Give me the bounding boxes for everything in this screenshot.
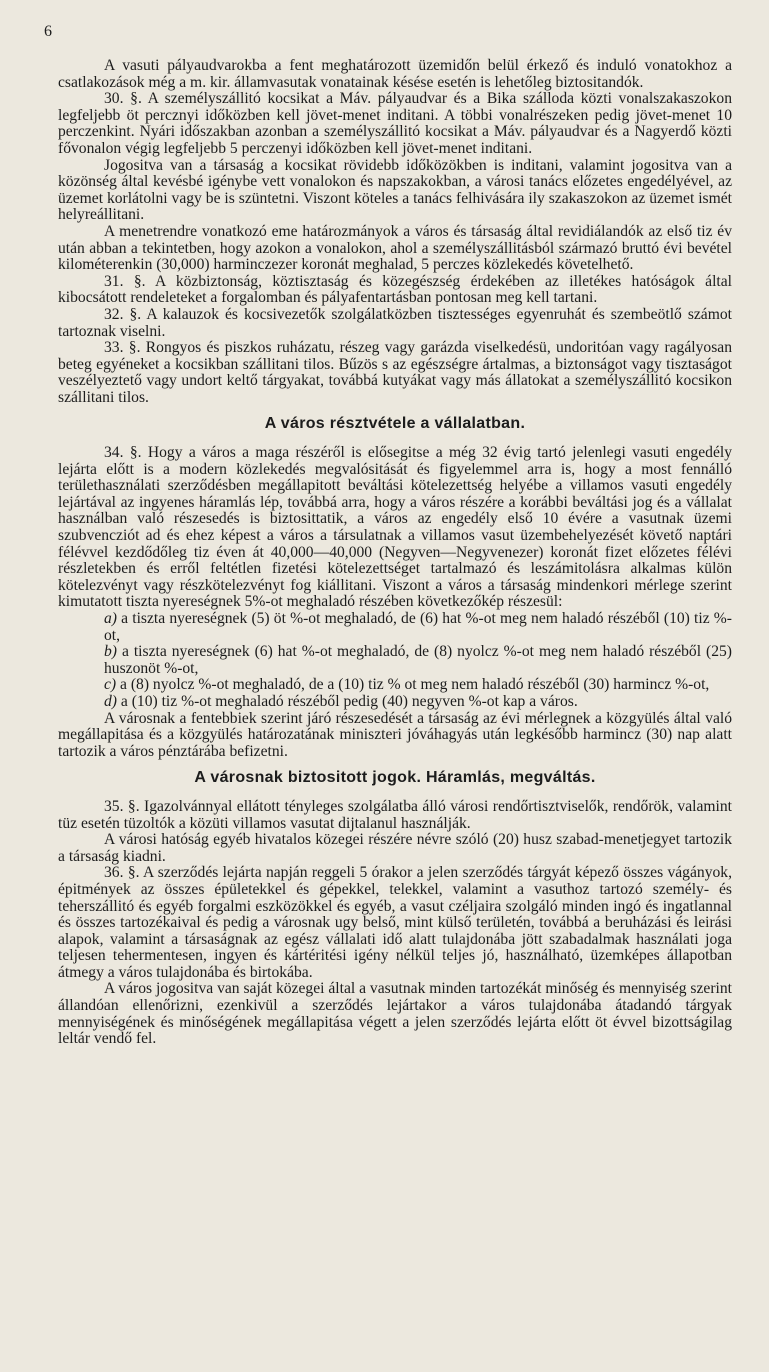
share-item-text: a (10) tiz %-ot meghaladó részéből pedig (40) negyven %-ot kap a város. <box>120 692 578 710</box>
share-item-letter: d) <box>104 692 117 710</box>
share-item <box>58 611 732 644</box>
share-item-text: a (8) nyolcz %-ot meghaladó, de a (10) tiz % ot meg nem haladó részéből (30) harmincz %-ot, <box>120 676 710 694</box>
paragraph-section-36: 36. §. A szerződés lejárta napján reggeli 5 órakor a jelen szerződés tárgyát képező összes vágányok, épitmények az összes épületekkel és gépekkel, telekkel, valamint a vasuthoz tartozó személy- és teherszállitó és egyéb forgalmi eszközökkel és egyéb, a vasut czéljaira szolgáló minden ingó és ingatlannal és összes tartozékaival és pedig a városnak ugy belső, mint külső területén, továbbá a beruházási és leirási alapok, valamint a társaságnak az egész vállalati idő alatt tulajdonába jött szabadalmak használati joga teljesen tehermentesen, ingyen és kártéritési igény nélkül teljes jó, használható, üzemképes állapotban átmegy a város tulajdonába és birtokába. <box>58 864 732 981</box>
paragraph: A városi hatóság egyéb hivatalos közegei részére névre szóló (20) husz szabad-menetjegyet tartozik a társaság kiadni. <box>58 831 732 865</box>
page-number: 6 <box>44 23 52 40</box>
share-item <box>58 644 732 677</box>
paragraph: A menetrendre vonatkozó eme határozmányok a város és társaság által revidiálandók az első tiz év után abban a tekintetben, hogy azokon a vonalokon, ahol a személyszállitásból származó bruttó évi bevétel kilométerenkin (30,000) harminczezer koronát meghalad, 5 perczes közlekedés követelhető. <box>58 222 732 274</box>
paragraph-section-35: 35. §. Igazolvánnyal ellátott tényleges szolgálatba álló városi rendőrtisztviselők, rendőrök, valamint tüz esetén tüzoltók a közüti villamos vasutat dijtalanul használják. <box>58 797 732 832</box>
share-item-letter: c) <box>104 676 117 694</box>
share-item-text: a tiszta nyereségnek (6) hat %-ot meghaladó, de (8) nyolcz %-ot meg nem haladó részéből (25) huszonöt %-ot, <box>104 643 732 677</box>
share-item-text: a tiszta nyereségnek (5) öt %-ot meghaladó, de (6) hat %-ot meg nem haladó részéből (10) tiz %-ot, <box>104 610 732 644</box>
document-body <box>58 58 732 1048</box>
share-item-letter: a) <box>104 610 117 627</box>
paragraph-section-32: 32. §. A kalauzok és kocsivezetők szolgálatközben tisztességes egyenruhát és szembeötlő számot tartoznak viselni. <box>58 305 732 340</box>
paragraph-section-31: 31. §. A közbiztonság, köztisztaság és közegészség érdekében az illetékes hatóságok által kibocsátott rendeleteket a forgalomban és pályafentartásban pontosan meg kell tartani. <box>58 272 732 307</box>
section-heading-city-rights: A városnak biztositott jogok. Háramlás, megváltás. <box>194 769 596 787</box>
paragraph: A vasuti pályaudvarokba a fent meghatározott üzemidőn belül érkező és induló vonatokhoz a csatlakozások még a m. kir. államvasutak vonatainak késése esetén is lehetőleg biztositandók. <box>58 57 732 91</box>
paragraph: A város jogositva van saját közegei által a vasutnak minden tartozékát minőség és mennyiség szerint állandóan ellenőrizni, ezenkivül a szerződés lejártakor a város tulajdonába átadandó tárgyak mennyiségének és minőségének megállapitása végett a jelen szerződés lejárta előtt öt évvel bizottságilag leltár vendő fel. <box>58 980 732 1048</box>
share-item-letter: b) <box>104 643 117 661</box>
paragraph-section-34: 34. §. Hogy a város a maga részéről is elősegitse a még 32 évig tartó jelenlegi vasuti engedély lejárta előtt is a modern közlekedés megvalósitását és figyelemmel arra is, hogy a most fennálló területhasználati szerződésben megállapitott beváltási kötelezettség helyébe a villamos vasuti engedély lejártával az ingyenes háramlás lép, továbbá arra, hogy a város részére a korábbi beváltási jog és a vállalat használban való részesedés is biztosittatik, a város az engedély első 10 évére a vasutnak üzemi szubvencziót ad és ehez képest a város a társulatnak a villamos vasut üzembehelyezését követő naptári félévvel kezdődőleg tiz éven át 40,000—40,000 (Negyven—Negyvenezer) koronát fizet előzetes félévi részletekben és erről feltétlen fizetési kötelezettséget tartalmazó és leszámitolásra alkalmas külön kötelezvényt vagy részkötelezvényt fog kiállitani. Viszont a város a társaság mindenkori mérlege szerint kimutatott tiszta nyereségnek 5%-ot meghaladó részében következőkép részesül: <box>58 444 732 611</box>
paragraph-section-30: 30. §. A személyszállitó kocsikat a Máv. pályaudvar és a Bika szálloda közti vonalszakaszokon legfeljebb öt percznyi időközben kell jövet-menet inditani. A többi vonalrészeken pedig jövet-menet 10 perczenkint. Nyári időszakban azonban a személyszállitó kocsikat a Máv. pályaudvar és a Nagyerdő közti fővonalon végig legfeljebb 5 perczenyi időközben kell jövet-menet inditani. <box>58 90 732 157</box>
paragraph: Jogositva van a társaság a kocsikat rövidebb időközökben is inditani, valamint jogositva van a közönség által kevésbé igénybe vett vonalokon és napszakokban, a városi tanács előzetes engedélyével, az üzemet korlátolni vagy be is szüntetni. Viszont köteles a tanács felhivására ily szakaszokon az üzemet ismét helyreállitani. <box>58 156 732 224</box>
paragraph-section-33: 33. §. Rongyos és piszkos ruházatu, részeg vagy garázda viselkedésü, undoritóan vagy ragályosan beteg egyéneket a kocsikban szállitani tilos. Bűzös s az egészségre ártalmas, a biztonságot vagy tisztaságot veszélyeztető vagy undort keltő tárgyakat, továbbá kutyákat vagy más állatokat a személyszállitó kocsikon szállitani tilos. <box>58 339 732 406</box>
paragraph: A városnak a fentebbiek szerint járó részesedését a társaság az évi mérlegnek a közgyülés által való megállapitása és a közgyülés határozatának miniszteri jóváhagyás után legkésőbb harmincz (30) nap alatt tartozik a város pénztárába befizetni. <box>58 709 732 760</box>
share-item <box>58 694 732 711</box>
share-item <box>58 677 732 694</box>
section-heading-city-participation: A város résztvétele a vállalatban. <box>264 415 526 433</box>
